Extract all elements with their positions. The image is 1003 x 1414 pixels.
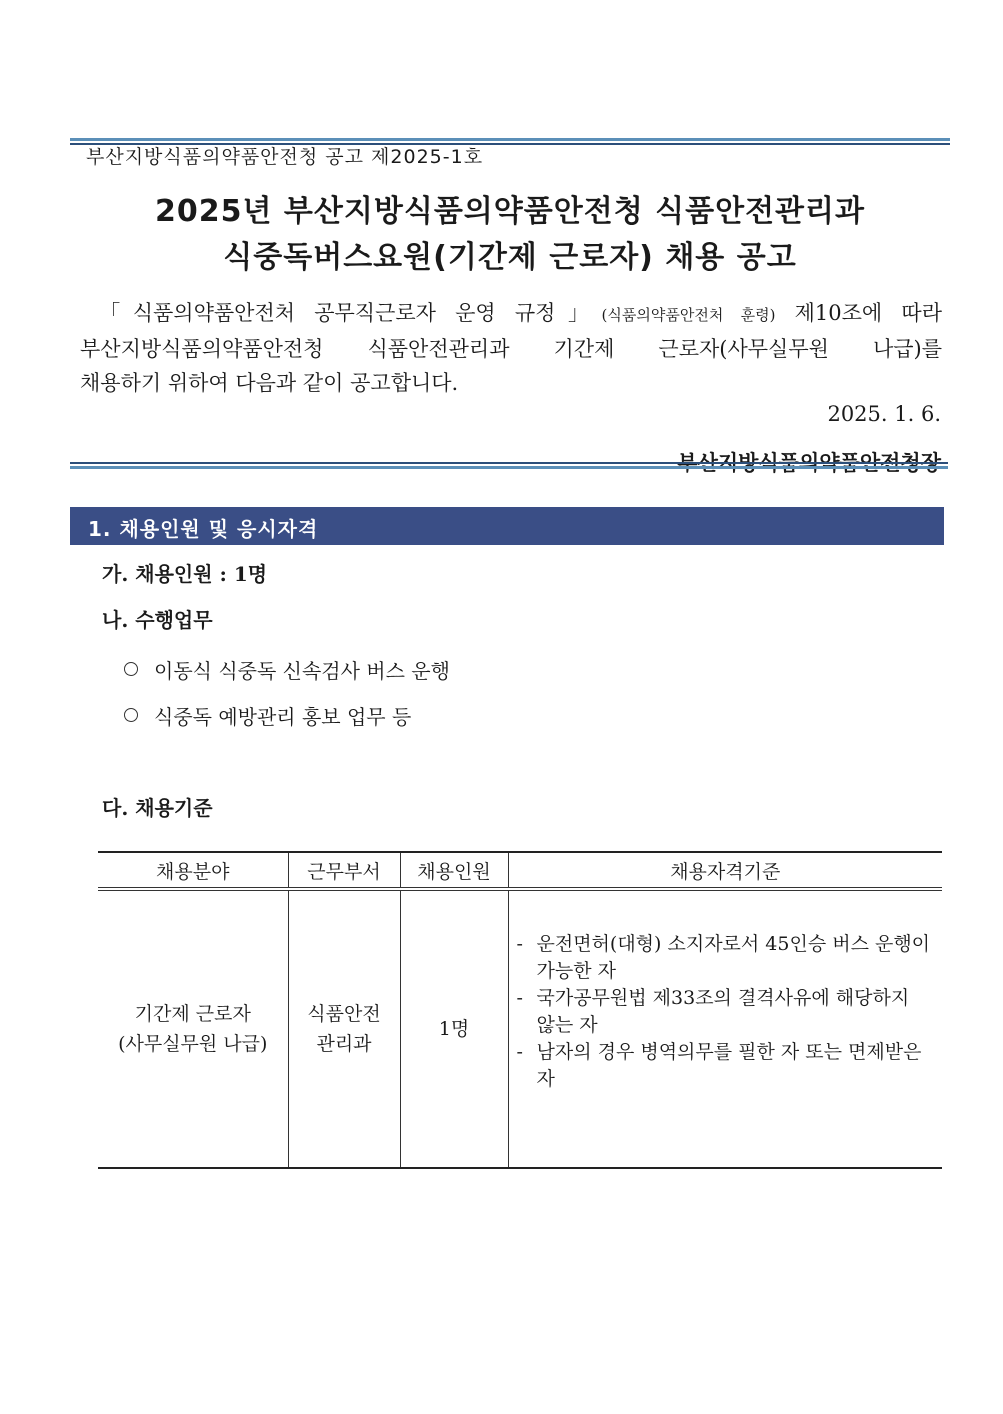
- intro-line-3: 채용하기 위하여 다음과 같이 공고합니다.: [80, 371, 459, 395]
- circle-bullet-icon: [124, 708, 138, 722]
- table-header-cell: 채용분야: [98, 852, 288, 889]
- criteria-item: - 국가공무원법 제33조의 결격사유에 해당하지 않는 자: [516, 987, 910, 1036]
- title-line-1: 2025년 부산지방식품의약품안전청 식품안전관리과: [155, 194, 865, 229]
- section-1-heading: [70, 507, 944, 545]
- table-row: [98, 889, 942, 1168]
- intro-paragraph: [80, 296, 942, 400]
- intro-line-2: 부산지방식품의약품안전청 식품안전관리과 기간제 근로자(사무실무원 나급)를: [80, 337, 942, 361]
- item-na-duties: 나. 수행업무: [102, 608, 213, 632]
- department-cell: 식품안전 관리과: [288, 889, 400, 1168]
- hiring-criteria-table: [98, 851, 942, 1169]
- criteria-item: - 남자의 경우 병역의무를 필한 자 또는 면제받은 자: [516, 1041, 922, 1090]
- table-header-row: [98, 852, 942, 889]
- intro-line-1: 「식품의약품안전처 공무직근로자 운영 규정」(식품의약품안전처 훈령) 제10조에 따라: [99, 301, 942, 325]
- title-line-2: 식중독버스요원(기간제 근로자) 채용 공고: [223, 240, 797, 275]
- task-item-1: 이동식 식중독 신속검사 버스 운행: [124, 655, 450, 684]
- headcount-cell: 1명: [400, 889, 508, 1168]
- criteria-item: - 운전면허(대형) 소지자로서 45인승 버스 운행이 가능한 자: [516, 933, 931, 982]
- circle-bullet-icon: [124, 662, 138, 676]
- item-ga-headcount: 가. 채용인원 : 1명: [102, 562, 268, 586]
- field-cell: 기간제 근로자 (사무실무원 나급): [98, 889, 288, 1168]
- notice-number: 부산지방식품의약품안전청 공고 제2025-1호: [86, 146, 484, 168]
- table-header-cell: 근무부서: [288, 852, 400, 889]
- item-da-criteria: 다. 채용기준: [102, 796, 213, 820]
- notice-date: 2025. 1. 6.: [827, 402, 941, 426]
- table-header-cell: 채용자격기준: [508, 852, 942, 889]
- header-bottom-rule: [70, 462, 948, 469]
- section-1-title: 1. 채용인원 및 응시자격: [88, 517, 319, 541]
- task-item-2: 식중독 예방관리 홍보 업무 등: [124, 701, 411, 730]
- criteria-cell: [508, 889, 942, 1168]
- table-header-cell: 채용인원: [400, 852, 508, 889]
